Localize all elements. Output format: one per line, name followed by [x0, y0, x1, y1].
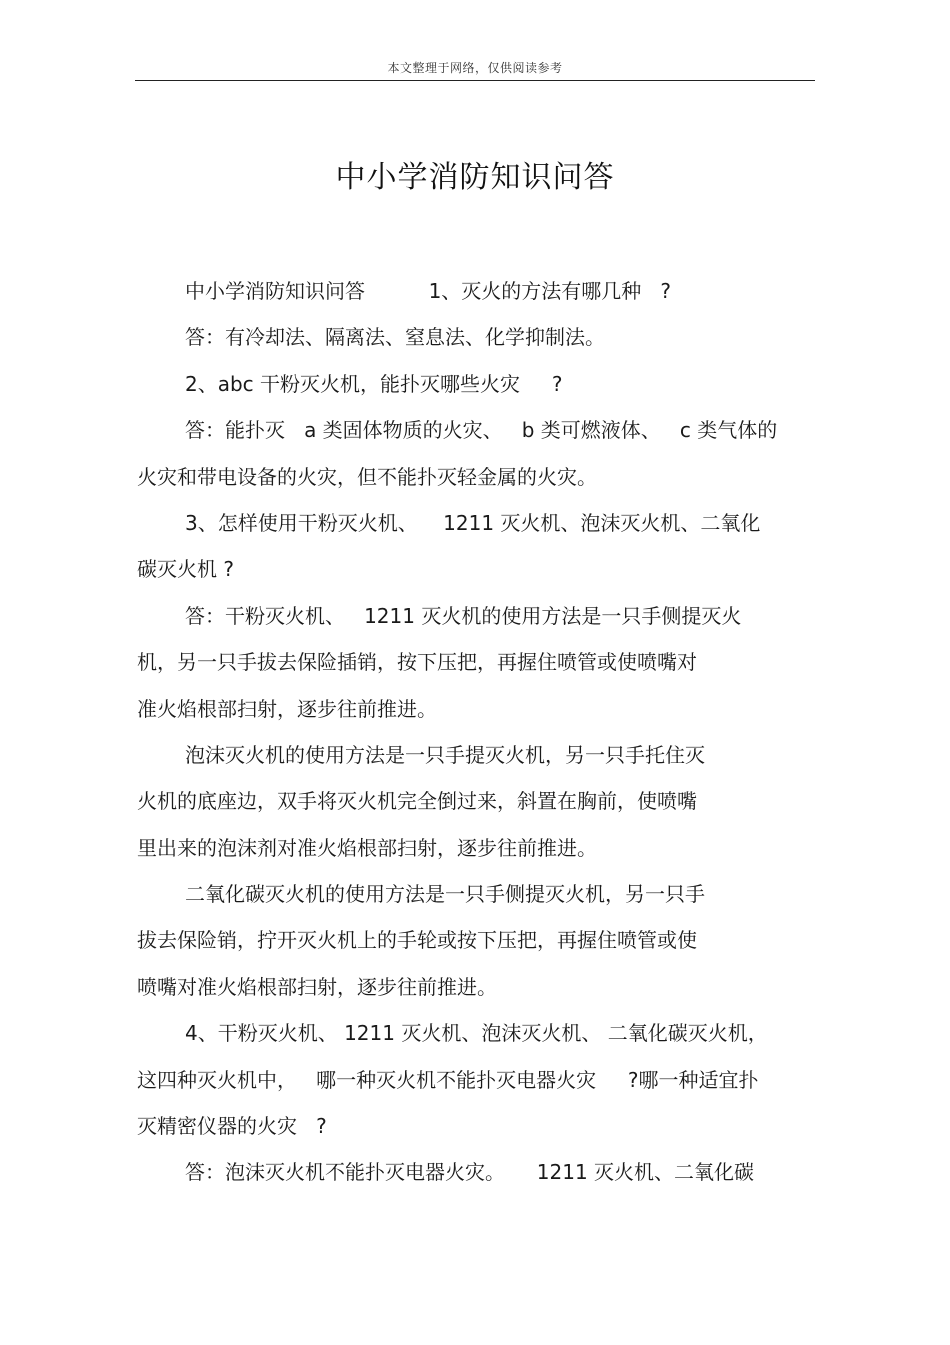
- text-line: 拔去保险销，拧开灭火机上的手轮或按下压把，再握住喷管或使: [137, 928, 697, 953]
- text-line: 2、abc 干粉灭火机，能扑灭哪些火灾 ?: [185, 371, 563, 396]
- text-line: 里出来的泡沫剂对准火焰根部扫射，逐步往前推进。: [137, 835, 597, 860]
- text-line: 灭精密仪器的火灾 ?: [137, 1114, 327, 1139]
- text-line: 答：泡沫灭火机不能扑灭电器火灾。 1211 灭火机、二氧化碳: [185, 1160, 755, 1185]
- text-line: 机，另一只手拔去保险插销，按下压把，再握住喷管或使喷嘴对: [137, 650, 697, 675]
- text-line: 答：能扑灭 a 类固体物质的火灾、 b 类可燃液体、 c 类气体的: [185, 418, 778, 443]
- text-line: 中小学消防知识问答 1、灭火的方法有哪几种 ?: [185, 279, 671, 303]
- text-line: 二氧化碳灭火机的使用方法是一只手侧提灭火机，另一只手: [185, 882, 705, 907]
- text-line: 喷嘴对准火焰根部扫射，逐步往前推进。: [137, 974, 497, 999]
- text-line: 火机的底座边，双手将灭火机完全倒过来，斜置在胸前，使喷嘴: [137, 789, 697, 814]
- text-line: 火灾和带电设备的火灾，但不能扑灭轻金属的火灾。: [137, 464, 597, 489]
- text-line: 4、干粉灭火机、 1211 灭火机、泡沫灭火机、 二氧化碳灭火机，: [185, 1021, 768, 1046]
- document-title: 中小学消防知识问答: [335, 160, 615, 195]
- text-line: 准火焰根部扫射，逐步往前推进。: [137, 696, 437, 721]
- page-header: 本文整理于网络，仅供阅读参考: [387, 61, 563, 75]
- text-line: 3、怎样使用干粉灭火机、 1211 灭火机、泡沫灭火机、二氧化: [185, 510, 761, 535]
- text-line: 泡沫灭火机的使用方法是一只手提灭火机，另一只手托住灭: [185, 742, 705, 767]
- header-divider: [135, 80, 815, 81]
- document-body: [137, 268, 817, 1196]
- text-line: 答：干粉灭火机、 1211 灭火机的使用方法是一只手侧提灭火: [185, 603, 742, 628]
- text-line: 碳灭火机 ?: [137, 557, 234, 582]
- text-line: 这四种灭火机中， 哪一种灭火机不能扑灭电器火灾 ?哪一种适宜扑: [137, 1067, 759, 1092]
- text-line: 答：有冷却法、隔离法、窒息法、化学抑制法。: [185, 325, 605, 350]
